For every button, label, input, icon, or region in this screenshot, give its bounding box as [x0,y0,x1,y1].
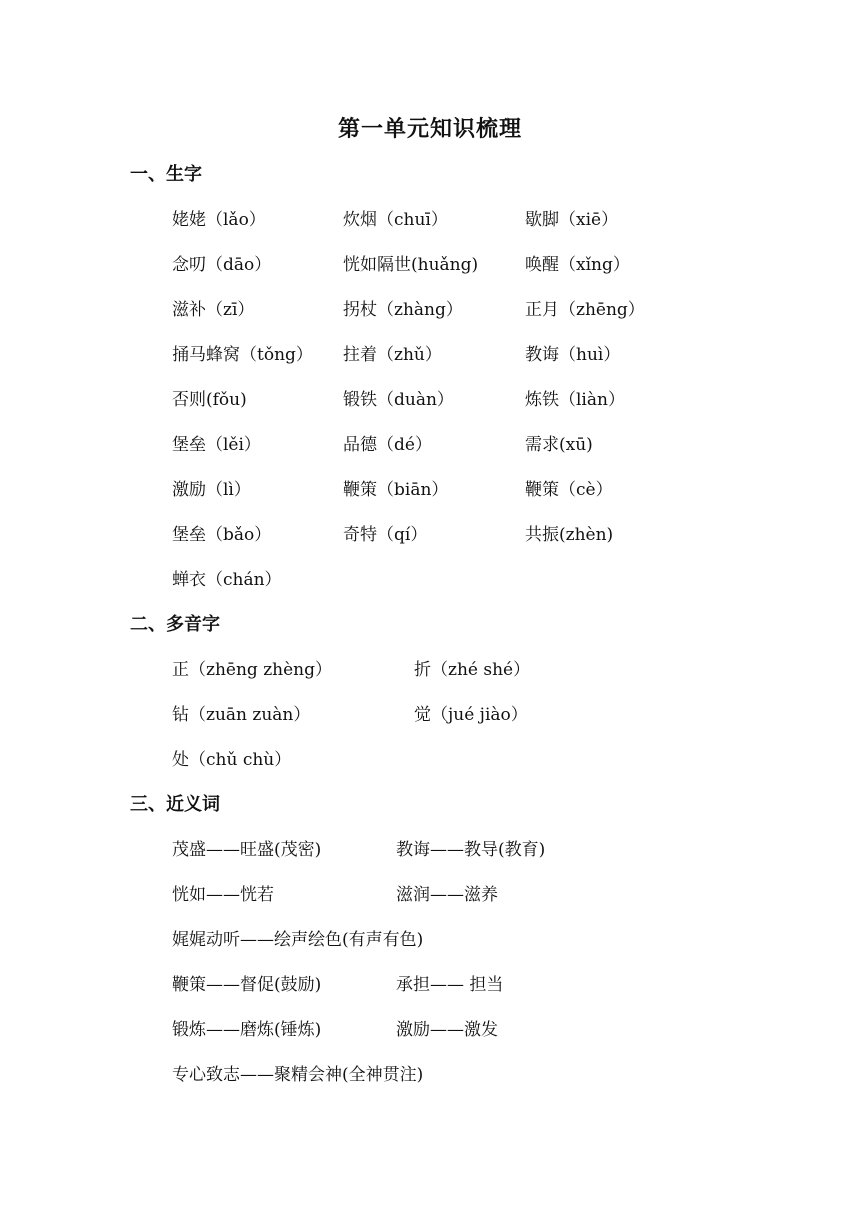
shengzi-row [0,295,860,325]
shengzi-entry: 奇特（qí） [343,525,428,545]
jinyici-entry: 激励——激发 [396,1020,498,1040]
duoyinzi-entry: 钻（zuān zuàn） [172,705,311,725]
shengzi-row [0,430,860,460]
shengzi-entry: 歇脚（xiē） [525,210,619,230]
jinyici-row [0,925,860,955]
shengzi-row [0,520,860,550]
shengzi-row [0,475,860,505]
shengzi-row [0,385,860,415]
shengzi-entry: 拐杖（zhàng） [343,300,463,320]
duoyinzi-entry: 正（zhēng zhèng） [172,660,332,680]
shengzi-entry: 鞭策（biān） [343,480,449,500]
jinyici-entry: 教诲——教导(教育) [396,840,546,860]
shengzi-row [0,340,860,370]
duoyinzi-entry: 处（chǔ chù） [172,750,292,770]
shengzi-entry: 共振(zhèn) [525,525,614,545]
duoyinzi-entry: 觉（jué jiào） [414,705,528,725]
duoyinzi-row [0,700,860,730]
shengzi-entry: 恍如隔世(huǎng) [343,255,479,275]
shengzi-entry: 蝉衣（chán） [172,570,282,590]
jinyici-entry: 鞭策——督促(鼓励) [172,975,322,995]
shengzi-entry: 教诲（huì） [525,345,621,365]
shengzi-entry: 炊烟（chuī） [343,210,448,230]
shengzi-entry: 鞭策（cè） [525,480,613,500]
shengzi-entry: 捅马蜂窝（tǒng） [172,345,313,365]
jinyici-row [0,880,860,910]
shengzi-entry: 姥姥（lǎo） [172,210,266,230]
shengzi-row [0,565,860,595]
page-title: 第一单元知识梳理 [337,117,522,142]
jinyici-row [0,1015,860,1045]
shengzi-row [0,205,860,235]
shengzi-entry: 念叨（dāo） [172,255,272,275]
jinyici-entry: 恍如——恍若 [172,885,274,905]
shengzi-entry: 锻铁（duàn） [343,390,454,410]
jinyici-entry: 滋润——滋养 [396,885,498,905]
shengzi-entry: 堡垒（lěi） [172,435,261,455]
duoyinzi-row [0,745,860,775]
jinyici-entry: 锻炼——磨炼(锤炼) [172,1020,322,1040]
duoyinzi-row [0,655,860,685]
shengzi-entry: 否则(fǒu) [172,390,247,410]
shengzi-entry: 堡垒（bǎo） [172,525,272,545]
shengzi-entry: 唤醒（xǐng） [525,255,630,275]
shengzi-entry: 需求(xū) [525,435,593,455]
shengzi-entry: 炼铁（liàn） [525,390,625,410]
heading-duoyinzi: 二、多音字 [130,614,220,635]
jinyici-row [0,970,860,1000]
jinyici-entry: 娓娓动听——绘声绘色(有声有色) [172,930,424,950]
jinyici-row [0,1060,860,1090]
jinyici-entry: 专心致志——聚精会神(全神贯注) [172,1065,424,1085]
shengzi-entry: 拄着（zhǔ） [343,345,442,365]
jinyici-row [0,835,860,865]
jinyici-entry: 承担—— 担当 [396,975,504,995]
shengzi-entry: 激励（lì） [172,480,251,500]
heading-shengzi: 一、生字 [130,164,202,185]
jinyici-entry: 茂盛——旺盛(茂密) [172,840,322,860]
duoyinzi-entry: 折（zhé shé） [414,660,531,680]
shengzi-row [0,250,860,280]
shengzi-entry: 品德（dé） [343,435,432,455]
heading-jinyici: 三、近义词 [130,794,220,815]
shengzi-entry: 正月（zhēng） [525,300,645,320]
shengzi-entry: 滋补（zī） [172,300,255,320]
